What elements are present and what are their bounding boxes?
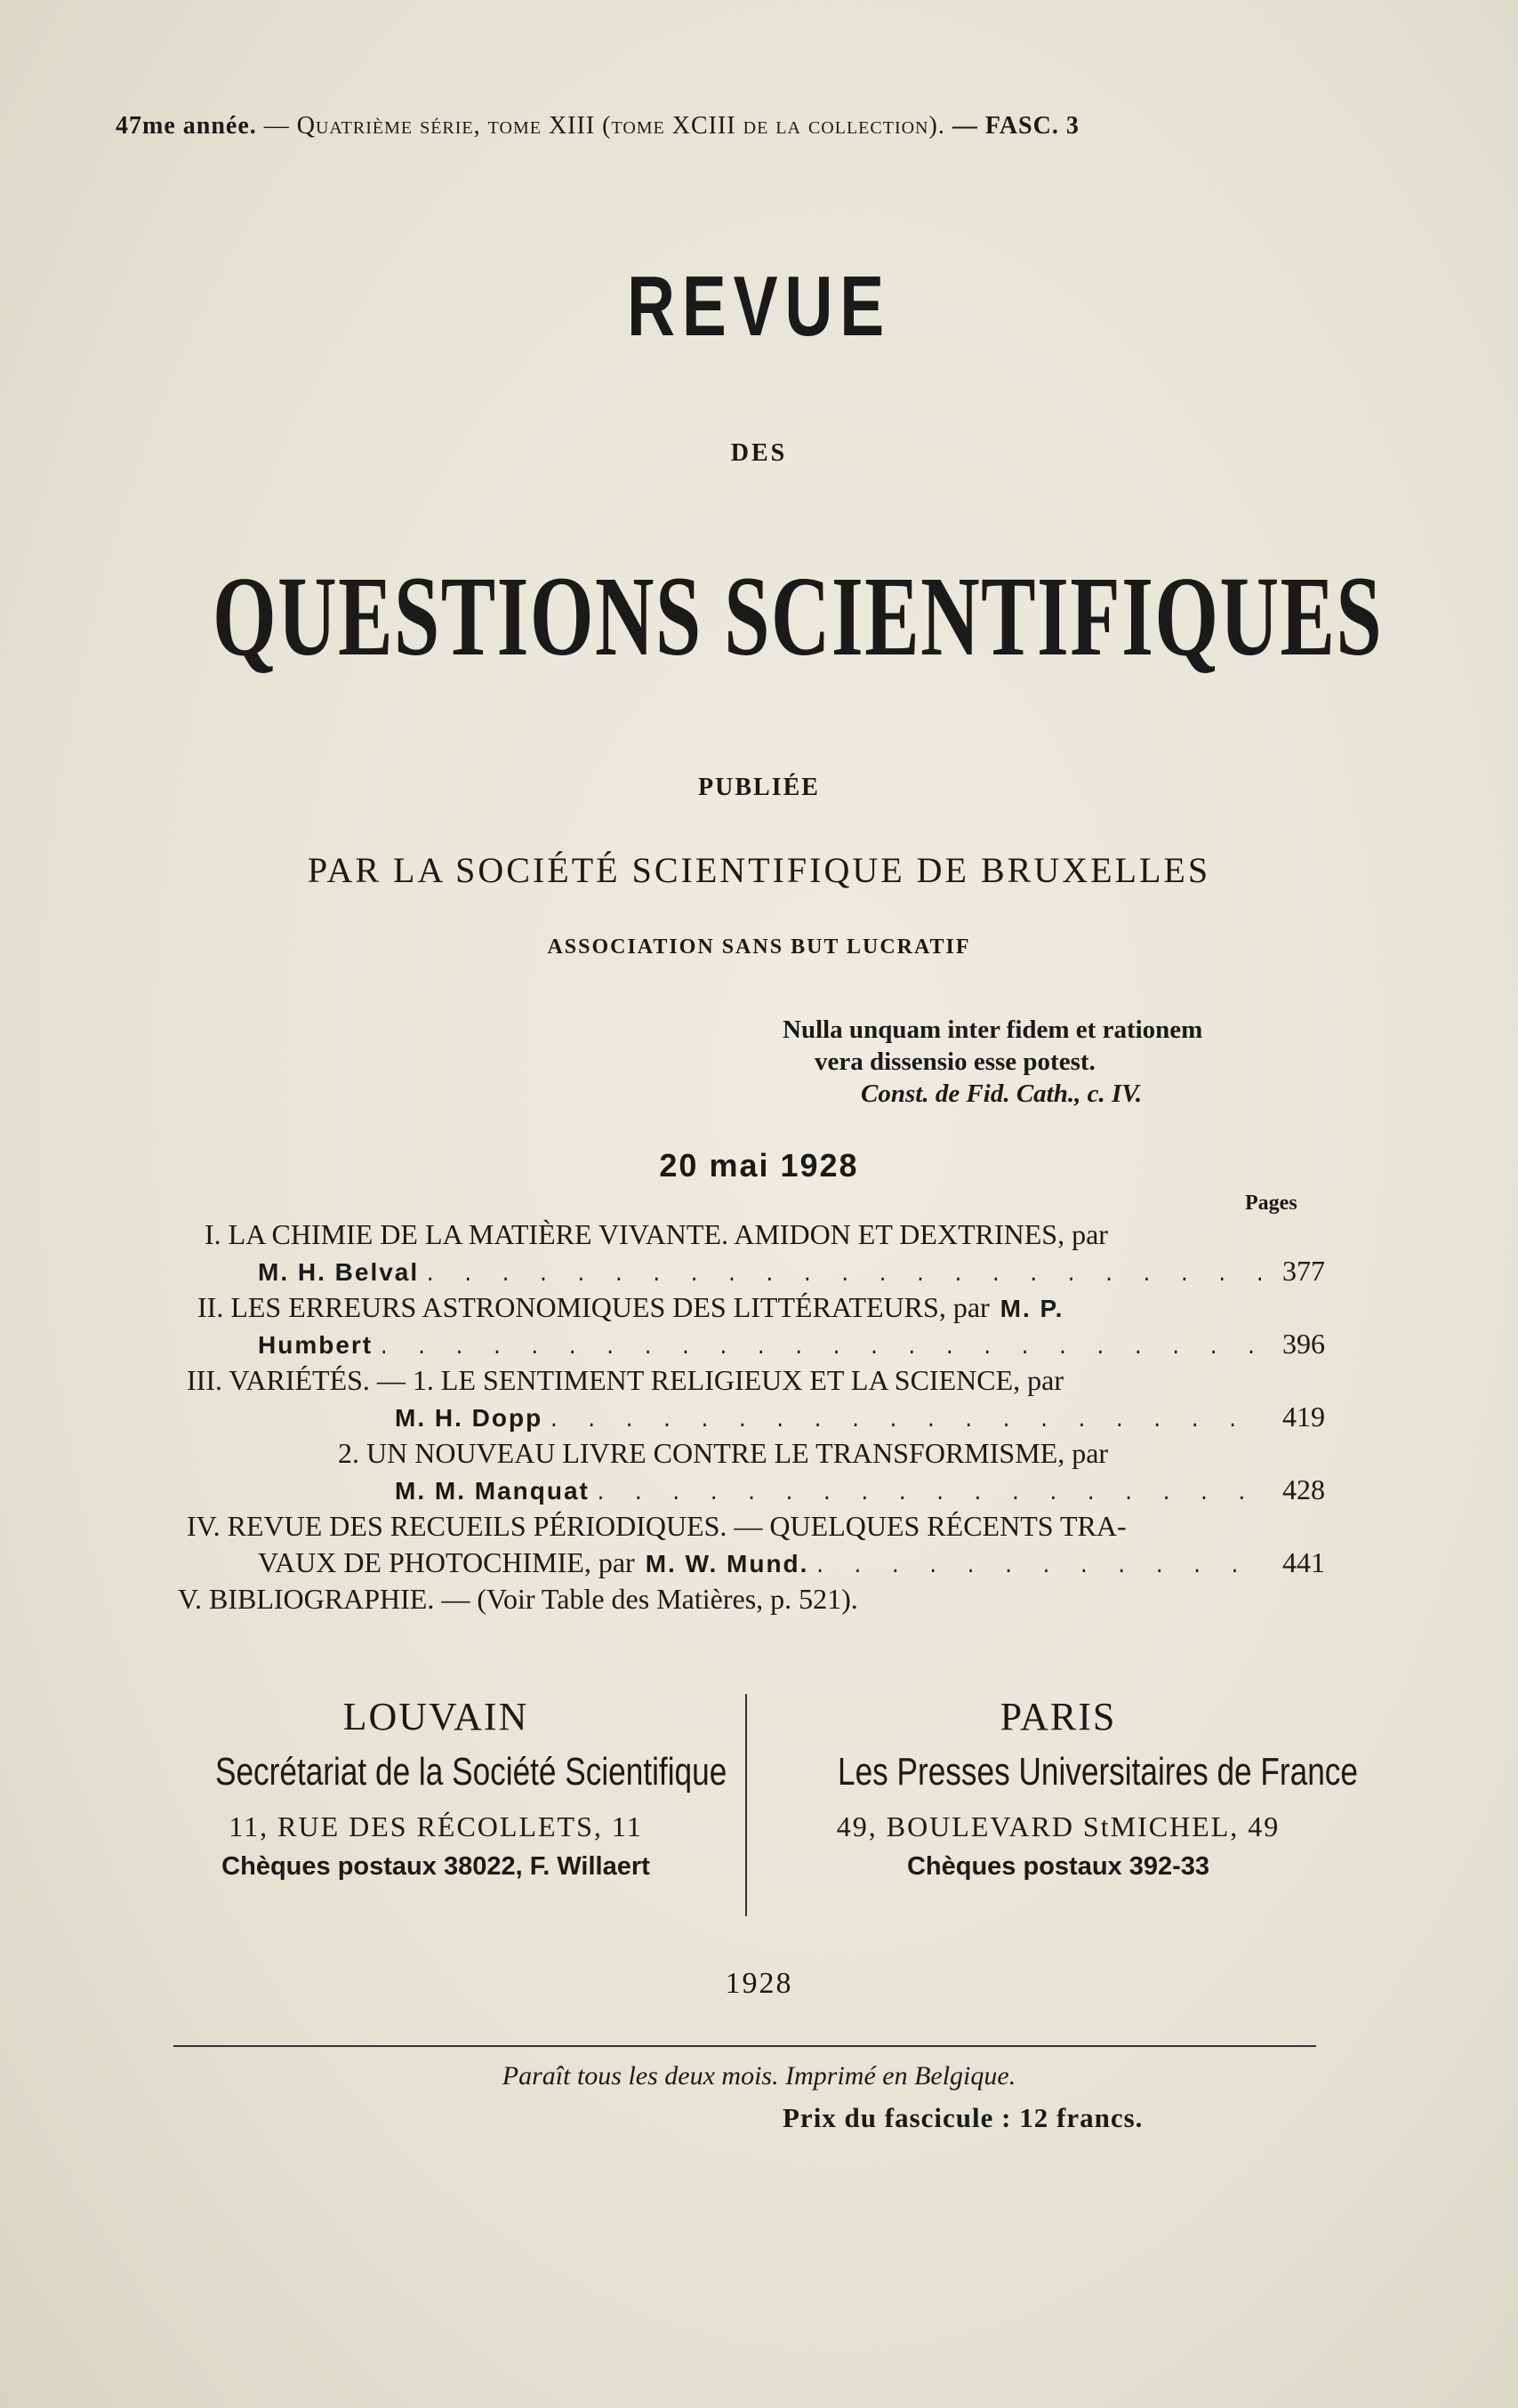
- association-label: ASSOCIATION SANS BUT LUCRATIF: [547, 935, 971, 959]
- toc-title: V. BIBLIOGRAPHIE. — (Voir Table des Matières, p. 521).: [178, 1583, 858, 1615]
- column-divider: [745, 1694, 747, 1916]
- toc-entry-1-author: [178, 1255, 1325, 1291]
- toc-title: II. LES ERREURS ASTRONOMIQUES DES LITTÉRATEURS, par: [197, 1291, 990, 1323]
- toc-author: M. H. Dopp: [395, 1404, 543, 1432]
- issue-date: 20 mai 1928: [659, 1147, 859, 1184]
- issue-series: — Quatrième série, tome XIII (tome XCIII de la collection).: [263, 112, 945, 140]
- publication-year: 1928: [725, 1967, 793, 2000]
- toc-entry-1: [178, 1218, 1325, 1255]
- toc-author: M. H. Belval: [258, 1258, 420, 1286]
- toc-entry-5: [178, 1583, 1325, 1619]
- toc-author: Humbert: [258, 1331, 373, 1359]
- toc-title: 2. UN NOUVEAU LIVRE CONTRE LE TRANSFORMISME, par: [338, 1437, 1109, 1469]
- toc-title: VAUX DE PHOTOCHIMIE, par: [258, 1546, 635, 1578]
- toc-entry-3: [178, 1364, 1325, 1401]
- toc-title: IV. REVUE DES RECUEILS PÉRIODIQUES. — QUELQUES RÉCENTS TRA-: [187, 1510, 1127, 1542]
- louvain-cheques: Chèques postaux 38022, F. Willaert: [221, 1852, 650, 1881]
- title-questions-scientifiques: QUESTIONS SCIENTIFIQUES: [212, 553, 1384, 679]
- title-des: DES: [730, 439, 788, 467]
- motto-source: Const. de Fid. Cath., c. IV.: [861, 1080, 1143, 1108]
- toc-author: M. P.: [1000, 1295, 1064, 1322]
- paris-city: PARIS: [1000, 1695, 1117, 1738]
- toc-leader: [595, 1483, 1266, 1505]
- toc-entry-2-author: [178, 1328, 1325, 1364]
- paris-address: 49, BOULEVARD StMICHEL, 49: [836, 1810, 1281, 1842]
- toc-leader: [424, 1264, 1266, 1287]
- toc-page: 441: [1282, 1546, 1325, 1578]
- toc-leader: [548, 1410, 1266, 1433]
- toc-page: 428: [1282, 1473, 1325, 1505]
- louvain-org: Secrétariat de la Société Scientifique: [215, 1750, 727, 1794]
- toc-title: III. VARIÉTÉS. — 1. LE SENTIMENT RELIGIEUX ET LA SCIENCE, par: [187, 1364, 1064, 1396]
- issue-year: 47me année.: [116, 112, 257, 140]
- paris-cheques: Chèques postaux 392-33: [906, 1852, 1210, 1881]
- louvain-city: LOUVAIN: [342, 1695, 529, 1738]
- toc-page: 396: [1282, 1328, 1325, 1360]
- issue-header: [116, 112, 1316, 140]
- motto: [783, 1014, 1334, 1110]
- paris-org: Les Presses Universitaires de France: [838, 1750, 1358, 1794]
- toc-author: M. M. Manquat: [395, 1477, 590, 1505]
- title-revue: REVUE: [627, 259, 891, 354]
- toc-entry-4: [178, 1510, 1325, 1546]
- published-label: PUBLIÉE: [698, 774, 820, 801]
- toc-entry-3b: [178, 1437, 1325, 1473]
- toc-entry-4-author: [178, 1546, 1325, 1583]
- motto-line-2: vera dissensio esse potest.: [815, 1047, 1096, 1076]
- louvain-block: [160, 1694, 727, 1882]
- toc-leader: [378, 1337, 1266, 1360]
- pages-label: Pages: [1245, 1192, 1297, 1215]
- toc-entry-2: [178, 1291, 1325, 1328]
- footer-rule: [173, 2045, 1316, 2047]
- toc-title: I. LA CHIMIE DE LA MATIÈRE VIVANTE. AMIDON ET DEXTRINES, par: [205, 1218, 1108, 1250]
- issue-fascicle: — FASC. 3: [952, 112, 1080, 140]
- louvain-address: 11, RUE DES RÉCOLLETS, 11: [229, 1810, 643, 1842]
- motto-line-1: Nulla unquam inter fidem et rationem: [783, 1015, 1203, 1044]
- toc-leader: [814, 1556, 1266, 1578]
- publisher-name: PAR LA SOCIÉTÉ SCIENTIFIQUE DE BRUXELLES: [307, 850, 1211, 890]
- toc-page: 419: [1282, 1401, 1325, 1433]
- footer-frequency: Paraît tous les deux mois. Imprimé en Belgique.: [502, 2061, 1016, 2091]
- table-of-contents: [178, 1218, 1325, 1619]
- footer-price: Prix du fascicule : 12 francs.: [783, 2102, 1144, 2133]
- paris-block: [783, 1694, 1358, 1882]
- toc-entry-3-author: [178, 1401, 1325, 1437]
- toc-author: M. W. Mund.: [645, 1550, 809, 1577]
- toc-page: 377: [1282, 1255, 1325, 1287]
- toc-entry-3b-author: [178, 1473, 1325, 1510]
